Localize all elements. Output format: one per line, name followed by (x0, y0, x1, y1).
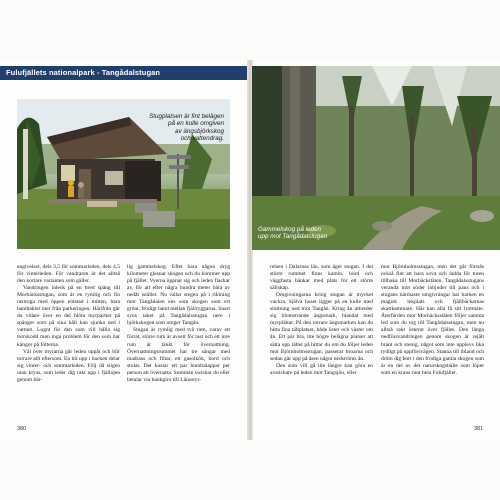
paragraph: mot Björnholmsstugan, men det går förstås också fint att bara sova och ladda för turen tillbaka till Morbäckstäten. Tangådalsstugans veranda mot söder inbjuder till paus och i stugans närmaste omgivningar har barnen en magisk lekplats och fjällbäckarnas skattkammare. Här kan alla få sitt lystmäte. Återfärden mot Morbäcksstäten följer samma led som du tog till Tangådalsstugan, men nu alltså rakt österut över fjället. Den långa nedförsvandringen genom skogen är rejält brant och stenig, något som inte upplevs lika tydligt på uppförsvägen. Stanna till ibland och dröm dig bort i den frodiga gamla skogen som är en del av det naturskogsbälte som löper som en krans runt hela Fulufjället. (381, 264, 484, 376)
caption-line: av ängsbjörkskog (174, 127, 224, 135)
caption-line: upp mot Tangådalstugan (258, 233, 328, 241)
text-column-4 (381, 264, 484, 377)
paragraph: Stugan är rymlig med två rum, varav ett förrat, större rum är avsett för rast och ett inre rum är tänkt för övernattning. Övernattningsrummet har tre sängar med madrass och filtar, ett gasolkök, bord och stolar. Det kostar ett par hundralappar per person att övernatta. Summan swishar du eller betalar via bankgiro till Länsstyr- (127, 327, 230, 383)
text-column-2 (127, 264, 230, 384)
text-column-3 (270, 264, 373, 377)
caption-line: och vattendrag. (180, 135, 224, 143)
forest-photo (252, 66, 500, 250)
paragraph: Vandringen inleds på en bred spång till Morbäcksstugan, som är en rymlig och fin rastruga med öppen eldstad i mitten, bara handtaklet mer från parkeringen. Härifrån går du vidare över en del blöta myrpartier på spänger som på sina håll kan sjunka ned i vattnet. Lugnt för den som vill hålla sig torrskodd men inga problem för den som har kängor på fötterna. (17, 285, 120, 348)
running-head: Fulufjällets nationalpark - Tangådalstugan (6, 68, 161, 77)
page-number-right: 381 (474, 426, 484, 432)
caption-line: på en kulle omgiven (167, 120, 224, 128)
page-number-left: 380 (17, 426, 27, 432)
text-column-1 (17, 264, 120, 384)
paragraph: Omgivningarna kring stugan är mycket vackra. Själva huset ligger på en kulle med sluttning ned mot Tangån. Kring ån utbreder sig blomstrande ängsmark, blandat med myrplättar. På den torrare ängsmarken kan du hitta fina tältplatser, både öster och väster om ån. Ett par bra, lite högre belägna platser att sätta upp tältet på hittar du om du följer leden mot Björnholmsstugan, passerar broarna och sedan går upp på åsen något nedströms ån. (270, 292, 373, 362)
forest-illustration (252, 66, 500, 250)
paragraph: Väl över myrarna går leden uppåt och blir torrare allt eftersom. En bit upp i backen delar sig vinter- och sommarleden. Följ då stigen utan kryss, som leder dig rakt upp i fjällnjen genom här- (17, 348, 120, 383)
paragraph: relsen i Dalarnas län, som äger stugan. I det större rummet finns kamin, bord och väggfasta bänkar med plats för ett större sällskap. (270, 264, 373, 292)
paragraph: Den som vill gå lite längre kan göra en avstickare på leden mot Tangsjön, eller (270, 362, 373, 376)
paragraph: lig gammelskog. Efter bara någon dryg kilometer glesnar skogen och du kommer upp på fjället. Vyerna öppnar sig och leden flackar av, för att efter några hundra meter bära av nedåt istället. Nu rullar stegen på i riktning mot Tangådalen ens som skogen som ert grönt, frodigt band mellan fjällryggarna. Snart syns taket på Tangådalsstugan nere i björkskogen som omger Tangån. (127, 264, 230, 327)
forest-photo-caption (258, 226, 378, 241)
cabin-photo (17, 99, 230, 249)
caption-line: Stugplatsen är fint belägen (149, 113, 224, 120)
caption-line: Gammelskog på leden (258, 226, 322, 233)
cabin-photo-caption (114, 113, 224, 143)
paragraph: angivelser, dels 3,5 för sommarleden, dels 4,5 för vinterleden. För vandraren är det alltså den kortare varianten som gäller. (17, 264, 120, 285)
